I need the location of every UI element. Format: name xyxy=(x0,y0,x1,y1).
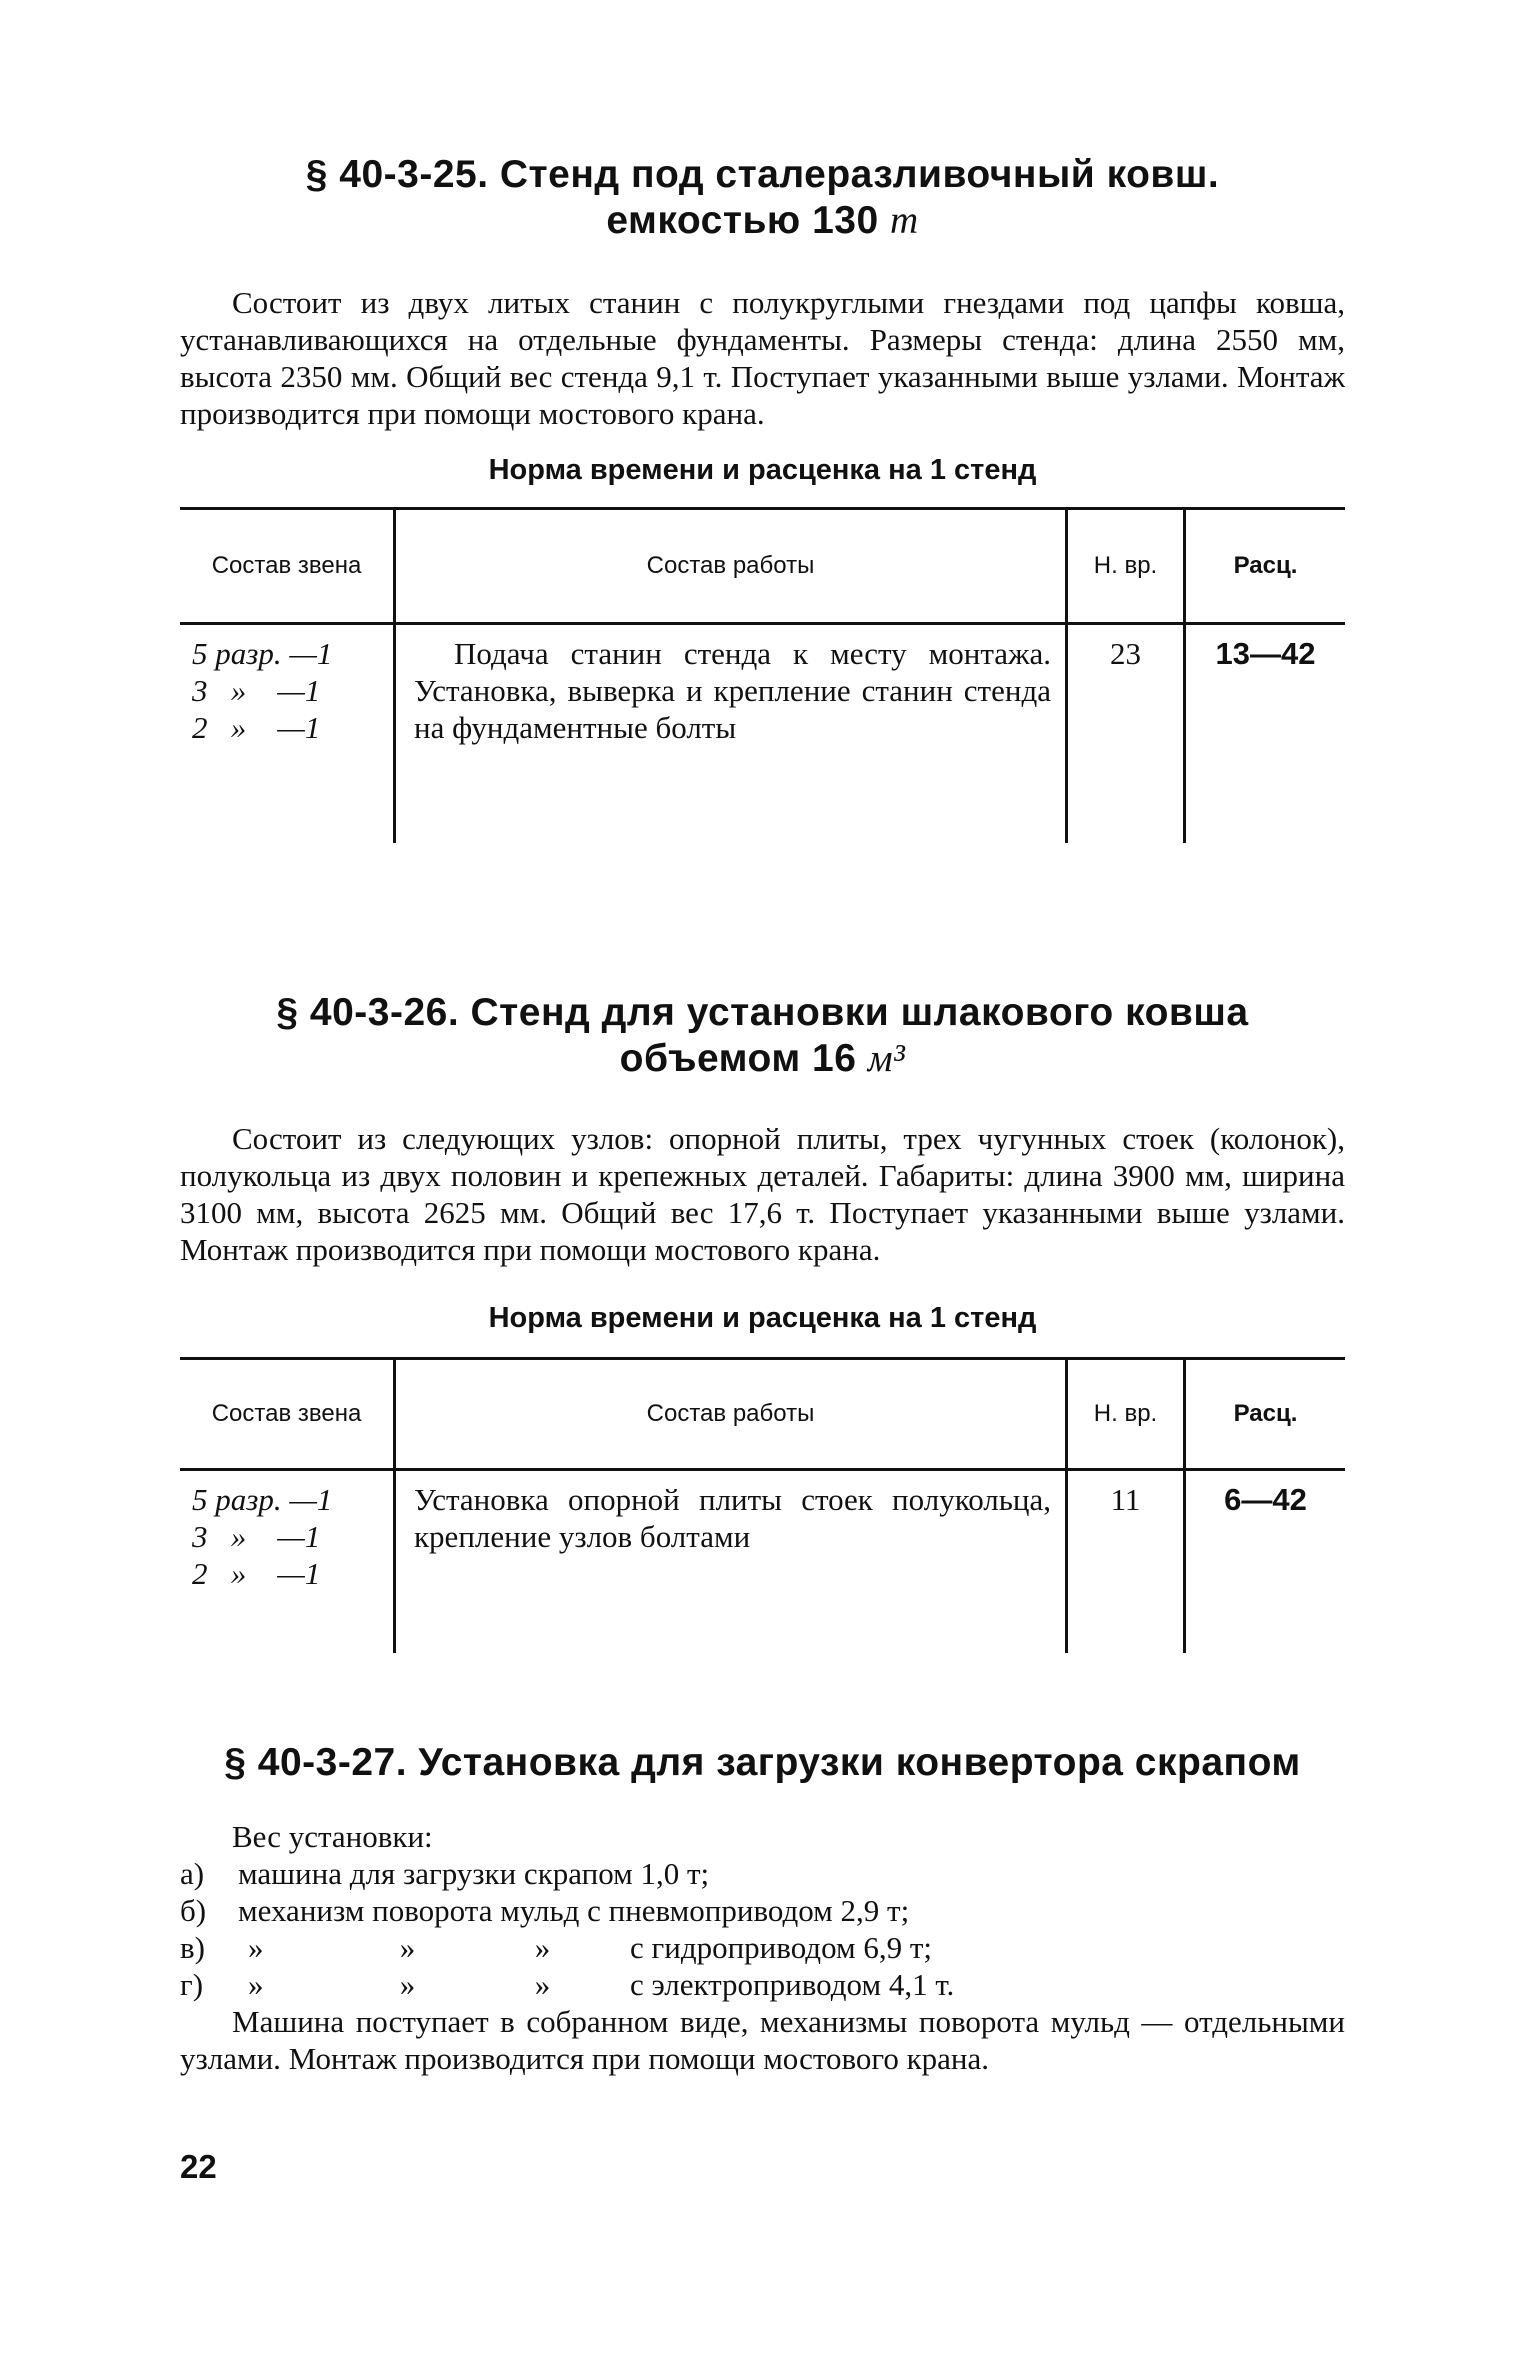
section-paragraph: Состоит из следующих узлов: опорной плиты, трех чугунных стоек (колонок), полукольца из двух половин и крепежных деталей. Габариты: длина 3900 мм, ширина 3100 мм, высота 2625 мм. Общий вес 17,6 т. Поступает указанными выше узлами. Монтаж производится при помощи мостового крана. xyxy=(180,1121,1345,1267)
header-time: Н. вр. xyxy=(1065,510,1183,622)
weights-item xyxy=(180,1966,1345,2003)
header-rate: Расц. xyxy=(1183,510,1345,622)
heading-line-1: § 40-3-26. Стенд для установки шлакового ковша xyxy=(276,991,1249,1034)
section-40-3-26 xyxy=(180,990,1345,1653)
heading-line-1: § 40-3-25. Стенд под сталеразливочный ковш. xyxy=(305,153,1220,196)
item-text: с гидроприводом 6,9 т; xyxy=(630,1930,933,1965)
item-text: с электроприводом 4,1 т. xyxy=(630,1967,955,2002)
heading-line-2-text: объемом 16 xyxy=(619,1037,868,1080)
weights-item xyxy=(180,1855,1345,1892)
table-caption: Норма времени и расценка на 1 стенд xyxy=(488,1302,1037,1334)
table-row xyxy=(180,1471,1345,1653)
section-paragraph: Состоит из двух литых станин с полукруглыми гнездами под цапфы ковша, устанавливающихся на отдельные фундаменты. Размеры стенда: длина 2550 мм, высота 2350 мм. Общий вес стенда 9,1 т. Поступает указанными выше узлами. Монтаж производится при помощи мостового крана. xyxy=(180,285,1345,431)
header-time: Н. вр. xyxy=(1065,1360,1183,1468)
heading-unit: м³ xyxy=(867,1037,906,1080)
section-heading xyxy=(180,990,1345,1082)
item-letter: б) xyxy=(180,1893,207,1928)
crew-line: 3 » —1 xyxy=(192,1519,321,1554)
crew-line: 2 » —1 xyxy=(192,1556,321,1591)
ditto-mark: » xyxy=(248,1930,264,1965)
item-letter: г) xyxy=(180,1967,204,2002)
weights-intro: Вес установки: xyxy=(232,1819,433,1854)
heading-line-2 xyxy=(180,198,1345,244)
heading-line-2-text: емкостью 130 xyxy=(606,199,890,242)
rate-cell: 6—42 xyxy=(1183,1471,1345,1653)
section-heading xyxy=(180,152,1345,244)
header-rate: Расц. xyxy=(1183,1360,1345,1468)
heading-line-1: § 40-3-27. Установка для загрузки конвертора скрапом xyxy=(224,1741,1301,1784)
item-text: механизм поворота мульд с пневмоприводом 2,9 т; xyxy=(238,1893,910,1928)
item-text: машина для загрузки скрапом 1,0 т; xyxy=(238,1856,710,1891)
crew-line: 3 » —1 xyxy=(192,673,321,708)
table-header-row xyxy=(180,1360,1345,1468)
crew-cell xyxy=(180,625,393,843)
weights-item xyxy=(180,1929,1345,1966)
ditto-mark: » xyxy=(399,1930,416,1965)
section-40-3-27 xyxy=(180,1740,1345,2077)
time-norm-cell: 11 xyxy=(1065,1471,1183,1653)
ditto-mark: » xyxy=(399,1967,416,2002)
crew-cell xyxy=(180,1471,393,1653)
rate-cell: 13—42 xyxy=(1183,625,1345,843)
work-cell: Подача станин стенда к месту монтажа. Установка, выверка и крепление станин стенда на фундаментные болты xyxy=(393,625,1065,843)
table-header-row xyxy=(180,510,1345,622)
header-work: Состав работы xyxy=(393,510,1065,622)
norm-table xyxy=(180,507,1345,843)
work-cell: Установка опорной плиты стоек полукольца, крепление узлов болтами xyxy=(393,1471,1065,1653)
header-crew: Состав звена xyxy=(211,1400,362,1427)
table-caption: Норма времени и расценка на 1 стенд xyxy=(488,454,1037,486)
table-row xyxy=(180,625,1345,843)
weights-item xyxy=(180,1892,1345,1929)
weights-list xyxy=(180,1818,1345,2003)
header-crew: Состав звена xyxy=(211,552,362,579)
section-paragraph: Машина поступает в собранном виде, механизмы поворота мульд — отдельными узлами. Монтаж производится при помощи мостового крана. xyxy=(180,2004,1345,2076)
norm-table xyxy=(180,1357,1345,1653)
time-norm-cell: 23 xyxy=(1065,625,1183,843)
ditto-mark: » xyxy=(534,1930,551,1965)
heading-line-2 xyxy=(180,1036,1345,1082)
header-work: Состав работы xyxy=(393,1360,1065,1468)
section-heading xyxy=(180,1740,1345,1786)
ditto-mark: » xyxy=(248,1967,264,2002)
ditto-mark: » xyxy=(534,1967,551,2002)
page-number: 22 xyxy=(180,2148,217,2185)
section-40-3-25 xyxy=(180,152,1345,843)
crew-line: 2 » —1 xyxy=(192,710,321,745)
item-letter: а) xyxy=(180,1856,205,1891)
item-letter: в) xyxy=(180,1930,205,1965)
crew-line: 5 разр. —1 xyxy=(192,1482,333,1517)
crew-line: 5 разр. —1 xyxy=(192,636,333,671)
heading-unit: т xyxy=(889,199,919,242)
